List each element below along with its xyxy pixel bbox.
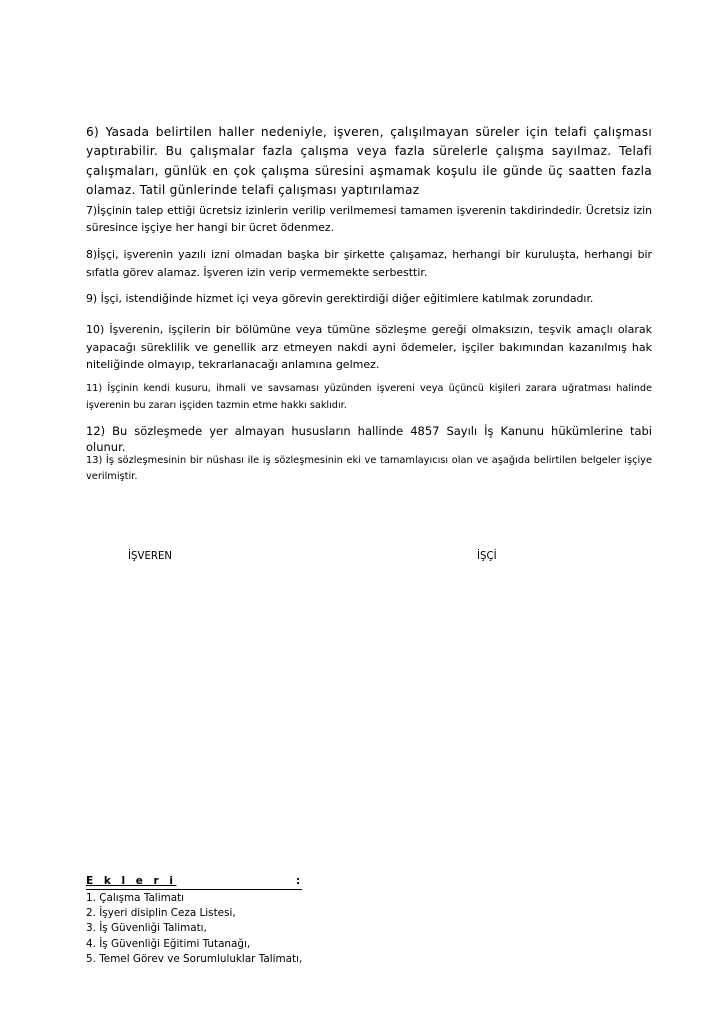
clause-9: 9) İşçi, istendiğinde hizmet içi veya görevin gerektirdiği diğer eğitimlere katılmak zorundadır.	[86, 292, 594, 305]
clause-8: 8)İşçi, işverenin yazılı izni olmadan başka bir şirkette çalışamaz, herhangi bir kuruluşta, herhangi bir sıfatla görev alamaz. İşveren izin verip vermemekte serbesttir.	[86, 248, 652, 279]
clause-12: 12) Bu sözleşmede yer almayan hususların hallinde 4857 Sayılı İş Kanunu hükümlerine tabi olunur.	[86, 424, 652, 454]
employee-signature-label: İŞÇİ	[477, 551, 497, 562]
attachments-list	[86, 891, 302, 967]
attachments-colon: :	[296, 875, 301, 887]
clause-13: 13) İş sözleşmesinin bir nüshası ile iş sözleşmesinin eki ve tamamlayıcısı olan ve aşağıda belirtilen belgeler işçiye verilmiştir.	[86, 455, 652, 482]
clause-7: 7)İşçinin talep ettiği ücretsiz izinlerin verilip verilmemesi tamamen işverenin takdirindedir. Ücretsiz izin süresince işçiye her hangi bir ücret ödenmez.	[86, 204, 652, 235]
clause-11: 11) İşçinin kendi kusuru, ihmali ve savsaması yüzünden işvereni veya üçüncü kişileri zarara uğratması halinde işverenin bu zararı işçiden tazmin etme hakkı saklıdır.	[86, 383, 652, 411]
employer-signature-label: İŞVEREN	[128, 551, 173, 562]
clause-10: 10) İşverenin, işçilerin bir bölümüne veya tümüne sözleşme gereği olmaksızın, teşvik amaçlı olarak yapacağı süreklilik ve genellik arz etmeyen nakdi ayni ödemeler, işçiler bakımından kazanılmış hak niteliğinde olmayıp, tekrarlanacağı anlamına gelmez.	[86, 323, 652, 371]
attachments-title-underline	[86, 889, 302, 890]
attachment-item: 2. İşyeri disiplin Ceza Listesi,	[86, 907, 236, 920]
attachments-title: E k l e r i	[86, 875, 177, 887]
attachment-item: 4. İş Güvenliği Eğitimi Tutanağı,	[86, 937, 251, 950]
attachment-item: 3. İş Güvenliği Talimatı,	[86, 922, 207, 935]
attachment-item: 1. Çalışma Talimatı	[86, 892, 185, 904]
clause-6: 6) Yasada belirtilen haller nedeniyle, işveren, çalışılmayan süreler için telafi çalışması yaptırabilir. Bu çalışmalar fazla çalışma veya fazla sürelerle çalışma sayılmaz. Telafi çalışmaları, günlük en çok çalışma süresini aşmamak koşulu ile günde üç saatten fazla olamaz. Tatil günlerinde telafi çalışması yaptırılamaz	[86, 125, 652, 197]
attachment-item: 5. Temel Görev ve Sorumluluklar Talimatı,	[86, 952, 303, 965]
